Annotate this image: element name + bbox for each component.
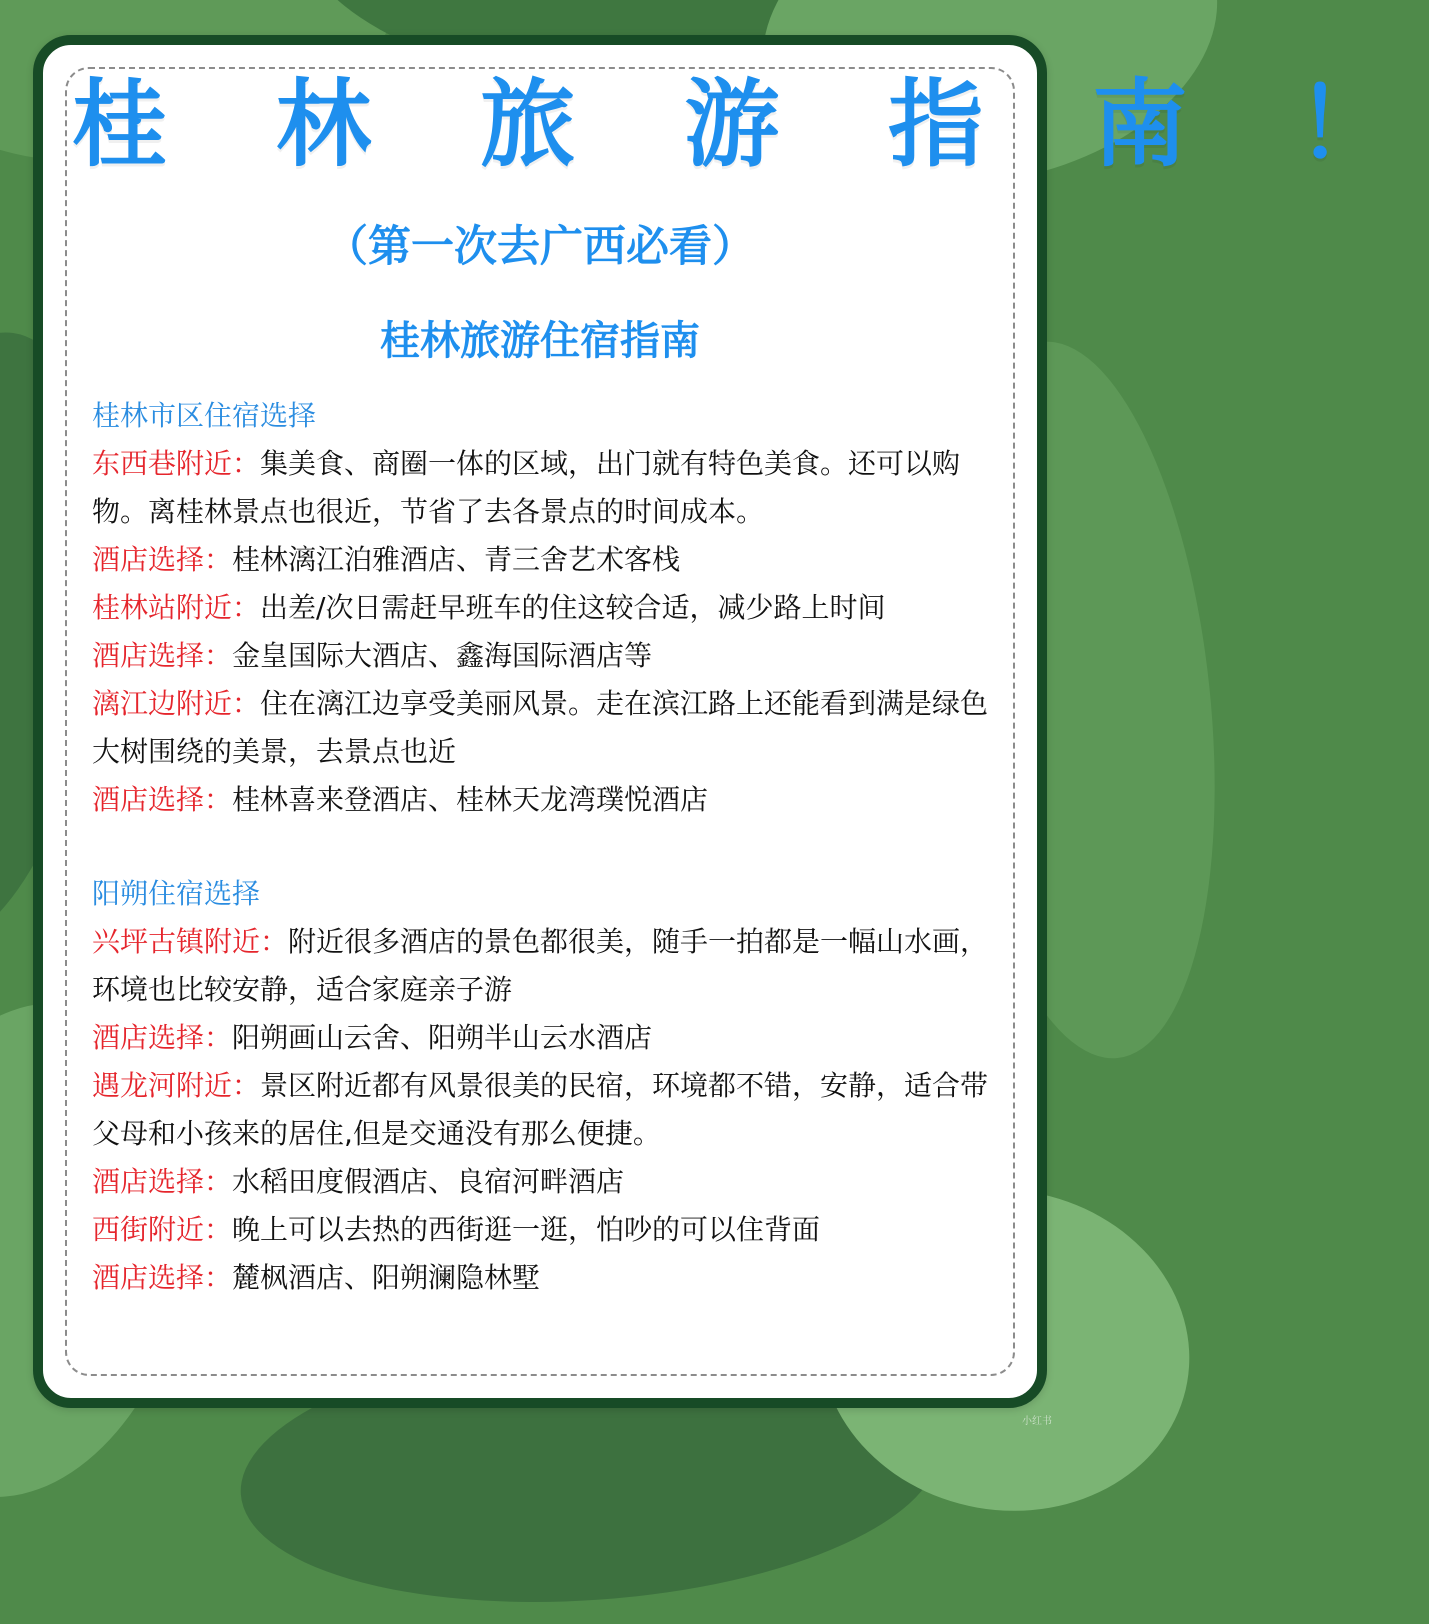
city-heading: 桂林市区住宿选择	[92, 399, 317, 432]
item-label: 酒店选择：	[92, 783, 233, 816]
yangshuo-item	[92, 1254, 1002, 1302]
yangshuo-item	[92, 1014, 1002, 1062]
item-label: 酒店选择：	[92, 543, 233, 576]
yangshuo-item	[92, 1206, 1002, 1254]
yangshuo-item	[92, 1158, 1002, 1206]
item-label: 酒店选择：	[92, 1165, 233, 1198]
item-text: 集美食、商圈一体的区域，出门就有特色美食。还可以购物。离桂林景点也很近，节省了去各景点的时间成本。	[92, 447, 961, 528]
guide-content	[92, 392, 1002, 1302]
item-text: 附近很多酒店的景色都很美，随手一拍都是一幅山水画，环境也比较安静，适合家庭亲子游	[92, 925, 989, 1006]
yangshuo-item	[92, 1062, 1002, 1158]
city-item	[92, 536, 1002, 584]
item-label: 漓江边附近：	[92, 687, 261, 720]
item-label: 东西巷附近：	[92, 447, 261, 480]
item-label: 酒店选择：	[92, 639, 233, 672]
watermark: 小红书	[1022, 1416, 1052, 1427]
item-text: 桂林喜来登酒店、桂林天龙湾璞悦酒店	[232, 783, 709, 816]
item-text: 住在漓江边享受美丽风景。走在滨江路上还能看到满是绿色大树围绕的美景，去景点也近	[92, 687, 989, 768]
item-text: 晚上可以去热的西街逛一逛，怕吵的可以住背面	[232, 1213, 821, 1246]
item-label: 桂林站附近：	[92, 591, 261, 624]
city-item	[92, 584, 1002, 632]
item-label: 酒店选择：	[92, 1021, 233, 1054]
page-subtitle: （第一次去广西必看）	[325, 222, 755, 272]
item-text: 水稻田度假酒店、良宿河畔酒店	[232, 1165, 625, 1198]
item-label: 西街附近：	[92, 1213, 233, 1246]
item-text: 桂林漓江泊雅酒店、青三舍艺术客栈	[232, 543, 681, 576]
item-label: 遇龙河附近：	[92, 1069, 261, 1102]
item-label: 兴坪古镇附近：	[92, 925, 289, 958]
city-item	[92, 440, 1002, 536]
item-text: 阳朔画山云舍、阳朔半山云水酒店	[232, 1021, 653, 1054]
item-text: 麓枫酒店、阳朔澜隐林墅	[232, 1261, 541, 1294]
yangshuo-heading: 阳朔住宿选择	[92, 877, 261, 910]
item-text: 金皇国际大酒店、鑫海国际酒店等	[232, 639, 653, 672]
page-title: 桂 林 旅 游 指 南 ！	[72, 70, 1429, 180]
section-gap	[92, 824, 1002, 870]
item-label: 酒店选择：	[92, 1261, 233, 1294]
city-item	[92, 632, 1002, 680]
section-title: 桂林旅游住宿指南	[380, 318, 700, 364]
city-item	[92, 776, 1002, 824]
yangshuo-item	[92, 918, 1002, 1014]
city-item	[92, 680, 1002, 776]
item-text: 景区附近都有风景很美的民宿，环境都不错，安静，适合带父母和小孩来的居住,但是交通没有那么便捷。	[92, 1069, 989, 1150]
item-text: 出差/次日需赶早班车的住这较合适，减少路上时间	[260, 591, 886, 624]
